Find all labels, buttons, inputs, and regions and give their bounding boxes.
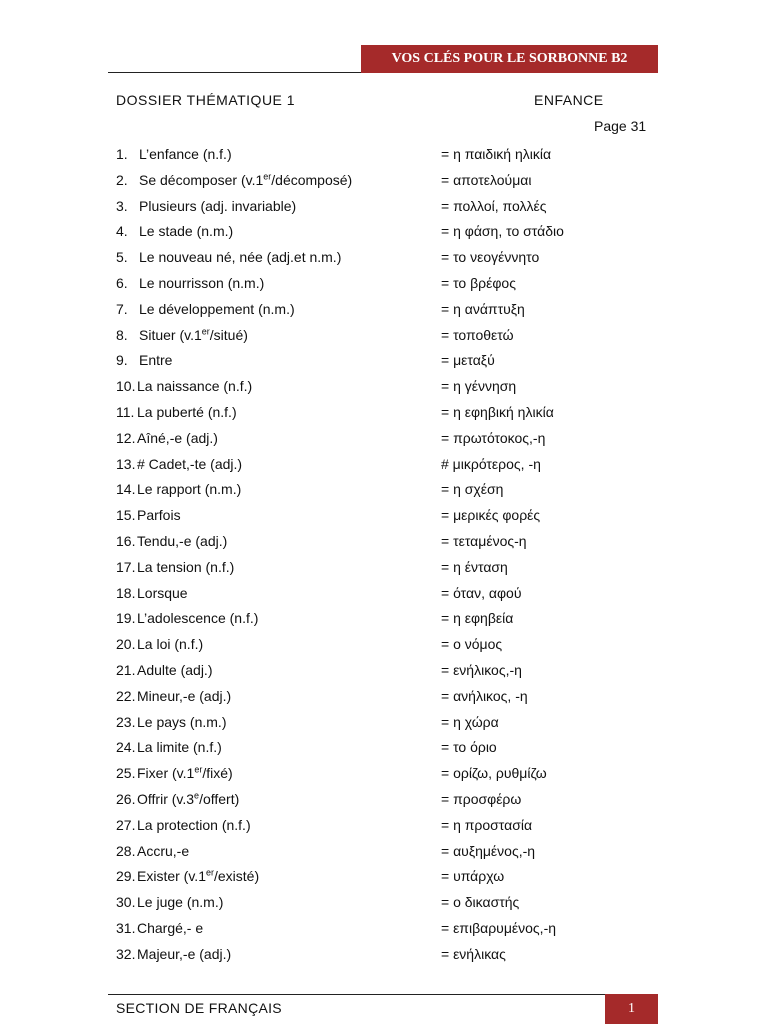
- dossier-title: DOSSIER THÉMATIQUE 1: [116, 92, 296, 108]
- vocab-french: Le pays (n.m.): [137, 713, 227, 730]
- vocab-french: Tendu,-e (adj.): [137, 532, 228, 549]
- vocab-greek: # μικρότερος, -η: [441, 455, 541, 472]
- vocab-item: [0, 632, 768, 658]
- vocab-french: Plusieurs (adj. invariable): [139, 197, 297, 214]
- vocab-french-superscript: er: [201, 325, 210, 336]
- vocab-item: [0, 452, 768, 478]
- vocab-french: [137, 761, 233, 787]
- vocab-french-superscript: er: [194, 764, 203, 775]
- vocab-item: [0, 761, 768, 787]
- vocab-item: [0, 684, 768, 710]
- footer-section: SECTION DE FRANÇAIS: [116, 1000, 282, 1016]
- vocab-french-superscript: er: [263, 171, 272, 182]
- vocab-number: 24.: [116, 739, 136, 756]
- vocab-item: [0, 271, 768, 297]
- vocab-number: 18.: [116, 584, 136, 601]
- vocab-greek: = η εφηβεία: [441, 610, 514, 627]
- vocab-item: [0, 477, 768, 503]
- vocab-item: [0, 581, 768, 607]
- theme-title: ENFANCE: [534, 92, 604, 108]
- footer-page-number: [605, 994, 658, 1024]
- vocab-item: [0, 864, 768, 890]
- vocab-french: # Cadet,-te (adj.): [137, 455, 243, 472]
- vocabulary-list: [0, 142, 768, 968]
- vocab-greek: = επιβαρυμένος,-η: [441, 919, 557, 936]
- vocab-number: 17.: [116, 558, 136, 575]
- vocab-item: [0, 606, 768, 632]
- vocab-number: 14.: [116, 481, 136, 498]
- vocab-number: 28.: [116, 842, 136, 859]
- vocab-greek: = ανήλικος, -η: [441, 687, 528, 704]
- vocab-french-text: Fixer (v.1: [137, 765, 195, 782]
- vocab-french-text: /situé): [209, 326, 248, 343]
- vocab-french: Mineur,-e (adj.): [137, 687, 232, 704]
- vocab-greek: = ενήλικος,-η: [441, 661, 522, 678]
- vocab-greek: = η ανάπτυξη: [441, 300, 525, 317]
- vocab-french: La tension (n.f.): [137, 558, 235, 575]
- vocab-french: Chargé,- e: [137, 919, 204, 936]
- vocab-french: Le nouveau né, née (adj.et n.m.): [139, 249, 342, 266]
- vocab-greek: = ο νόμος: [441, 636, 503, 653]
- header-divider: [108, 72, 361, 73]
- vocab-item: [0, 658, 768, 684]
- vocab-greek: = η προστασία: [441, 816, 533, 833]
- vocab-number: 25.: [116, 765, 136, 782]
- vocab-number: 20.: [116, 636, 136, 653]
- vocab-item: [0, 142, 768, 168]
- vocab-greek: = το βρέφος: [441, 274, 516, 291]
- header-title: VOS CLÉS POUR LE SORBONNE B2: [391, 51, 628, 66]
- vocab-french: La loi (n.f.): [137, 636, 204, 653]
- vocab-greek: = μεταξύ: [441, 352, 495, 369]
- page-reference: Page 31: [594, 118, 647, 134]
- vocab-number: 2.: [116, 171, 128, 188]
- vocab-greek: = τοποθετώ: [441, 326, 514, 343]
- vocab-greek: = προσφέρω: [441, 790, 522, 807]
- vocab-item: [0, 555, 768, 581]
- vocab-french-text: /offert): [199, 790, 240, 807]
- vocab-item: [0, 194, 768, 220]
- vocab-greek: = μερικές φορές: [441, 507, 541, 524]
- vocab-greek: = η φάση, το στάδιο: [441, 223, 564, 240]
- vocab-french-superscript: er: [205, 867, 214, 878]
- vocab-number: 6.: [116, 274, 128, 291]
- page-number: 1: [628, 1001, 635, 1016]
- vocab-item: [0, 529, 768, 555]
- vocab-french-text: /fixé): [202, 765, 233, 782]
- vocab-number: 11.: [116, 403, 135, 420]
- vocab-item: [0, 168, 768, 194]
- vocab-french: Le nourrisson (n.m.): [139, 274, 265, 291]
- vocab-item: [0, 348, 768, 374]
- vocab-item: [0, 323, 768, 349]
- vocab-number: 31.: [116, 919, 136, 936]
- vocab-greek: = η ένταση: [441, 558, 508, 575]
- vocab-item: [0, 297, 768, 323]
- vocab-french-text: Offrir (v.3: [137, 790, 195, 807]
- vocab-greek: = όταν, αφού: [441, 584, 522, 601]
- vocab-greek: = ο δικαστής: [441, 894, 520, 911]
- vocab-greek: = πολλοί, πολλές: [441, 197, 547, 214]
- vocab-number: 13.: [116, 455, 136, 472]
- vocab-number: 3.: [116, 197, 128, 214]
- vocab-number: 4.: [116, 223, 128, 240]
- vocab-french: [137, 864, 259, 890]
- vocab-french-text: Situer (v.1: [139, 326, 202, 343]
- vocab-french: Accru,-e: [137, 842, 190, 859]
- vocab-french: Le stade (n.m.): [139, 223, 234, 240]
- vocab-french: [139, 168, 352, 194]
- vocab-french: Aîné,-e (adj.): [137, 429, 218, 446]
- vocab-item: [0, 890, 768, 916]
- vocab-number: 21.: [116, 661, 136, 678]
- vocab-number: 7.: [116, 300, 128, 317]
- vocab-number: 30.: [116, 894, 136, 911]
- vocab-french: [139, 323, 248, 349]
- vocab-number: 22.: [116, 687, 136, 704]
- vocab-item: [0, 942, 768, 968]
- vocab-greek: = η σχέση: [441, 481, 504, 498]
- vocab-greek: = το νεογέννητο: [441, 249, 540, 266]
- vocab-number: 29.: [116, 868, 136, 885]
- vocab-item: [0, 245, 768, 271]
- vocab-greek: = η γέννηση: [441, 378, 517, 395]
- vocab-french: Le développement (n.m.): [139, 300, 295, 317]
- vocab-greek: = υπάρχω: [441, 868, 505, 885]
- vocab-item: [0, 735, 768, 761]
- vocab-french: Le juge (n.m.): [137, 894, 224, 911]
- vocab-greek: = το όριο: [441, 739, 497, 756]
- vocab-item: [0, 219, 768, 245]
- vocab-french: La protection (n.f.): [137, 816, 251, 833]
- vocab-greek: = αυξημένος,-η: [441, 842, 536, 859]
- vocab-greek: = ορίζω, ρυθμίζω: [441, 765, 547, 782]
- vocab-french: La naissance (n.f.): [137, 378, 253, 395]
- vocab-item: [0, 426, 768, 452]
- vocab-french: La puberté (n.f.): [137, 403, 237, 420]
- vocab-french: L’adolescence (n.f.): [137, 610, 259, 627]
- vocab-french-text: Exister (v.1: [137, 868, 206, 885]
- vocab-french: Adulte (adj.): [137, 661, 213, 678]
- vocab-french: [137, 787, 239, 813]
- vocab-number: 1.: [116, 146, 128, 162]
- vocab-french: Le rapport (n.m.): [137, 481, 242, 498]
- vocab-item: [0, 400, 768, 426]
- vocab-greek: = η παιδική ηλικία: [441, 146, 552, 162]
- vocab-french-text: /décomposé): [271, 171, 353, 188]
- footer-divider: [108, 994, 605, 995]
- vocab-french: Majeur,-e (adj.): [137, 945, 232, 962]
- vocab-french: Parfois: [137, 507, 181, 524]
- vocab-number: 16.: [116, 532, 136, 549]
- vocab-number: 27.: [116, 816, 136, 833]
- vocab-number: 9.: [116, 352, 128, 369]
- vocab-number: 12.: [116, 429, 136, 446]
- vocab-item: [0, 839, 768, 865]
- vocab-number: 32.: [116, 945, 136, 962]
- vocab-number: 19.: [116, 610, 136, 627]
- header-banner: [361, 45, 658, 73]
- vocab-greek: = η χώρα: [441, 713, 499, 730]
- vocab-item: [0, 374, 768, 400]
- vocab-item: [0, 813, 768, 839]
- vocab-item: [0, 787, 768, 813]
- vocab-french-text: Se décomposer (v.1: [139, 171, 264, 188]
- vocab-greek: = τεταμένος-η: [441, 532, 527, 549]
- vocab-greek: = η εφηβική ηλικία: [441, 403, 554, 420]
- vocab-number: 10.: [116, 378, 136, 395]
- vocab-number: 5.: [116, 249, 128, 266]
- vocab-greek: = αποτελούμαι: [441, 171, 532, 188]
- vocab-french: La limite (n.f.): [137, 739, 222, 756]
- vocab-french: Entre: [139, 352, 173, 369]
- vocab-french: Lorsque: [137, 584, 188, 601]
- vocab-item: [0, 916, 768, 942]
- vocab-french: L’enfance (n.f.): [139, 146, 232, 162]
- vocab-number: 8.: [116, 326, 128, 343]
- vocab-number: 26.: [116, 790, 136, 807]
- vocab-number: 23.: [116, 713, 136, 730]
- vocab-number: 15.: [116, 507, 136, 524]
- vocab-greek: = ενήλικας: [441, 945, 506, 962]
- vocab-french-superscript: e: [194, 790, 200, 801]
- vocab-item: [0, 710, 768, 736]
- vocab-french-text: /existé): [214, 868, 260, 885]
- vocab-greek: = πρωτότοκος,-η: [441, 429, 546, 446]
- vocab-item: [0, 503, 768, 529]
